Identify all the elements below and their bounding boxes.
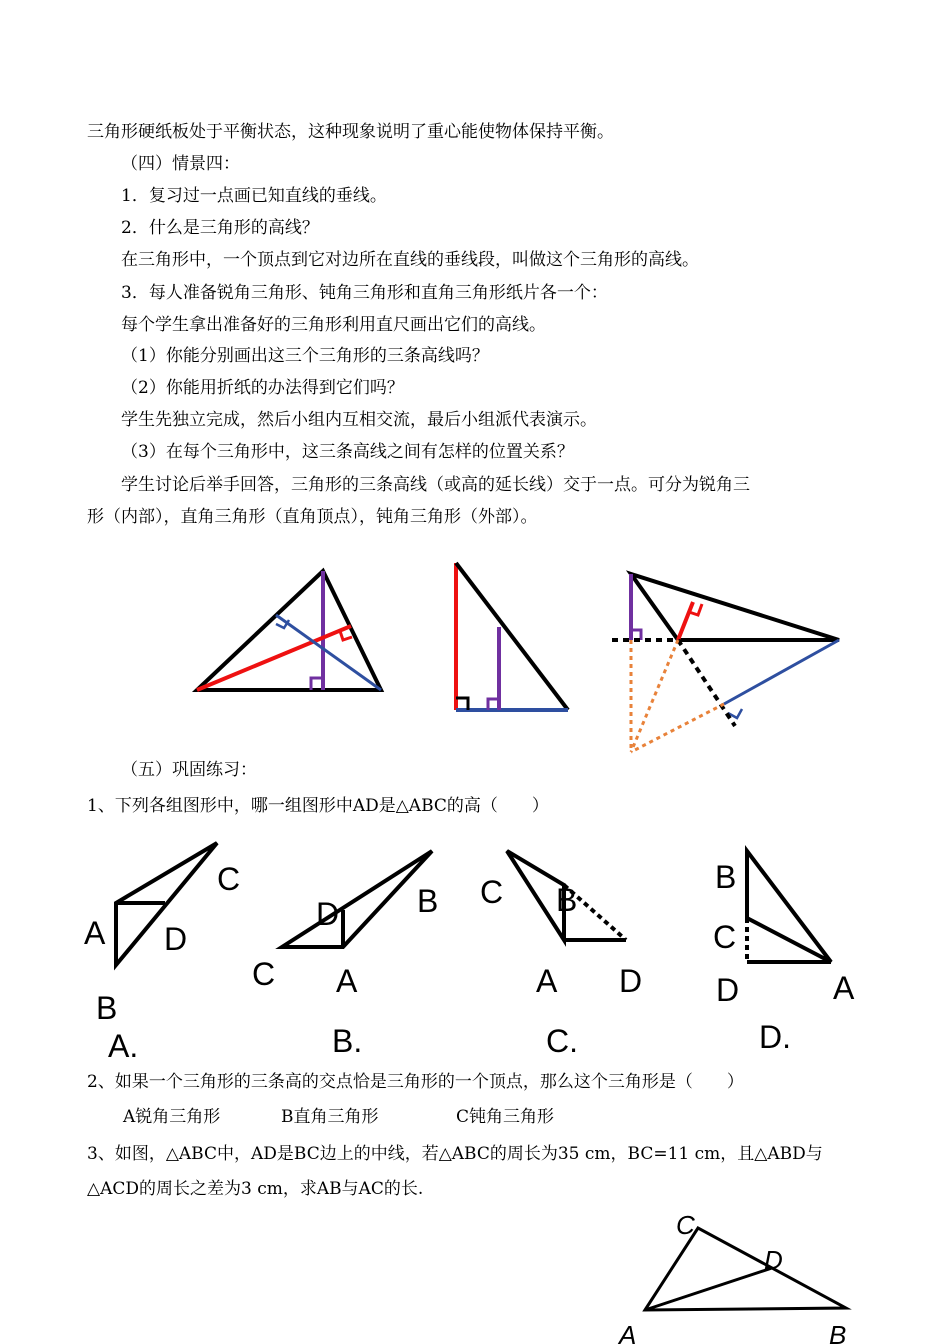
- paragraph-10: 学生先独立完成，然后小组内互相交流，最后小组派代表演示。: [121, 410, 597, 430]
- q1a-label-b: B: [96, 990, 118, 1026]
- q2-option-a: A锐角三角形: [123, 1107, 221, 1127]
- question-3-figure: [600, 1208, 900, 1344]
- q1c-label-b: B: [556, 882, 578, 918]
- q3-label-b: B: [829, 1320, 847, 1344]
- q3-label-d: D: [764, 1245, 783, 1275]
- q1a-label-c: C: [217, 861, 241, 897]
- q1d-label-c: C: [713, 919, 737, 955]
- q1-figure-b: [252, 851, 438, 1059]
- q1d-label-a: A: [833, 970, 855, 1006]
- q1d-label-b: B: [715, 859, 737, 895]
- paragraph-3: 1．复习过一点画已知直线的垂线。: [121, 186, 387, 206]
- paragraph-1: 三角形硬纸板处于平衡状态，这种现象说明了重心能使物体保持平衡。: [87, 122, 614, 142]
- q3-label-c: C: [676, 1210, 695, 1240]
- q1b-label-d: D: [316, 896, 340, 932]
- question-2: 2、如果一个三角形的三条高的交点恰是三角形的一个顶点，那么这个三角形是（ ）: [87, 1072, 744, 1092]
- q1b-label-b: B: [417, 883, 439, 919]
- paragraph-7: 每个学生拿出准备好的三角形利用直尺画出它们的高线。: [121, 315, 546, 335]
- q1b-caption: B.: [332, 1023, 363, 1059]
- paragraph-4: 2．什么是三角形的高线？: [121, 218, 319, 238]
- paragraph-5: 在三角形中，一个顶点到它对边所在直线的垂线段，叫做这个三角形的高线。: [121, 250, 699, 270]
- question-3-line-1: 3、如图，△ABC中，AD是BC边上的中线，若△ABC的周长为35 cm，BC=11 cm，且△ABD与: [87, 1144, 823, 1164]
- q1-figure-d: [713, 851, 855, 1055]
- paragraph-9: （2）你能用折纸的办法得到它们吗？: [121, 378, 404, 398]
- question-1: 1、下列各组图形中，哪一组图形中AD是△ABC的高（ ）: [87, 796, 549, 816]
- right-triangle-figure: [456, 563, 568, 710]
- q1-figure-c: [480, 851, 642, 1059]
- q1c-label-d: D: [619, 963, 643, 999]
- q1c-caption: C.: [546, 1023, 578, 1059]
- q1c-label-a: A: [536, 963, 558, 999]
- q2-option-c: C钝角三角形: [456, 1107, 555, 1127]
- paragraph-8: （1）你能分别画出这三个三角形的三条高线吗？: [121, 346, 489, 366]
- q1-figure-a: [84, 843, 240, 1064]
- question-1-figures: [0, 830, 950, 1070]
- q1d-caption: D.: [759, 1019, 791, 1055]
- q2-option-b: B直角三角形: [281, 1107, 379, 1127]
- obtuse-triangle-figure: [612, 574, 839, 752]
- q1a-caption: A.: [108, 1028, 139, 1064]
- q1a-label-d: D: [164, 921, 188, 957]
- paragraph-2: （四）情景四：: [121, 154, 240, 174]
- paragraph-13: 形（内部），直角三角形（直角顶点），钝角三角形（外部）。: [87, 507, 538, 527]
- q3-label-a: A: [619, 1320, 637, 1344]
- q1b-label-a: A: [336, 963, 358, 999]
- q1b-label-c: C: [252, 956, 276, 992]
- q1c-label-c: C: [480, 874, 504, 910]
- paragraph-11: （3）在每个三角形中，这三条高线之间有怎样的位置关系？: [121, 442, 574, 462]
- acute-triangle-figure: [197, 571, 381, 690]
- altitude-figures: [0, 548, 950, 778]
- question-3-line-2: △ACD的周长之差为3 cm，求AB与AC的长.: [87, 1179, 424, 1199]
- q1d-label-d: D: [716, 972, 740, 1008]
- section-5-heading: （五）巩固练习：: [121, 760, 257, 780]
- paragraph-6: 3．每人准备锐角三角形、钝角三角形和直角三角形纸片各一个：: [121, 283, 608, 303]
- paragraph-12: 学生讨论后举手回答，三角形的三条高线（或高的延长线）交于一点。可分为锐角三: [121, 475, 750, 495]
- q1a-label-a: A: [84, 915, 106, 951]
